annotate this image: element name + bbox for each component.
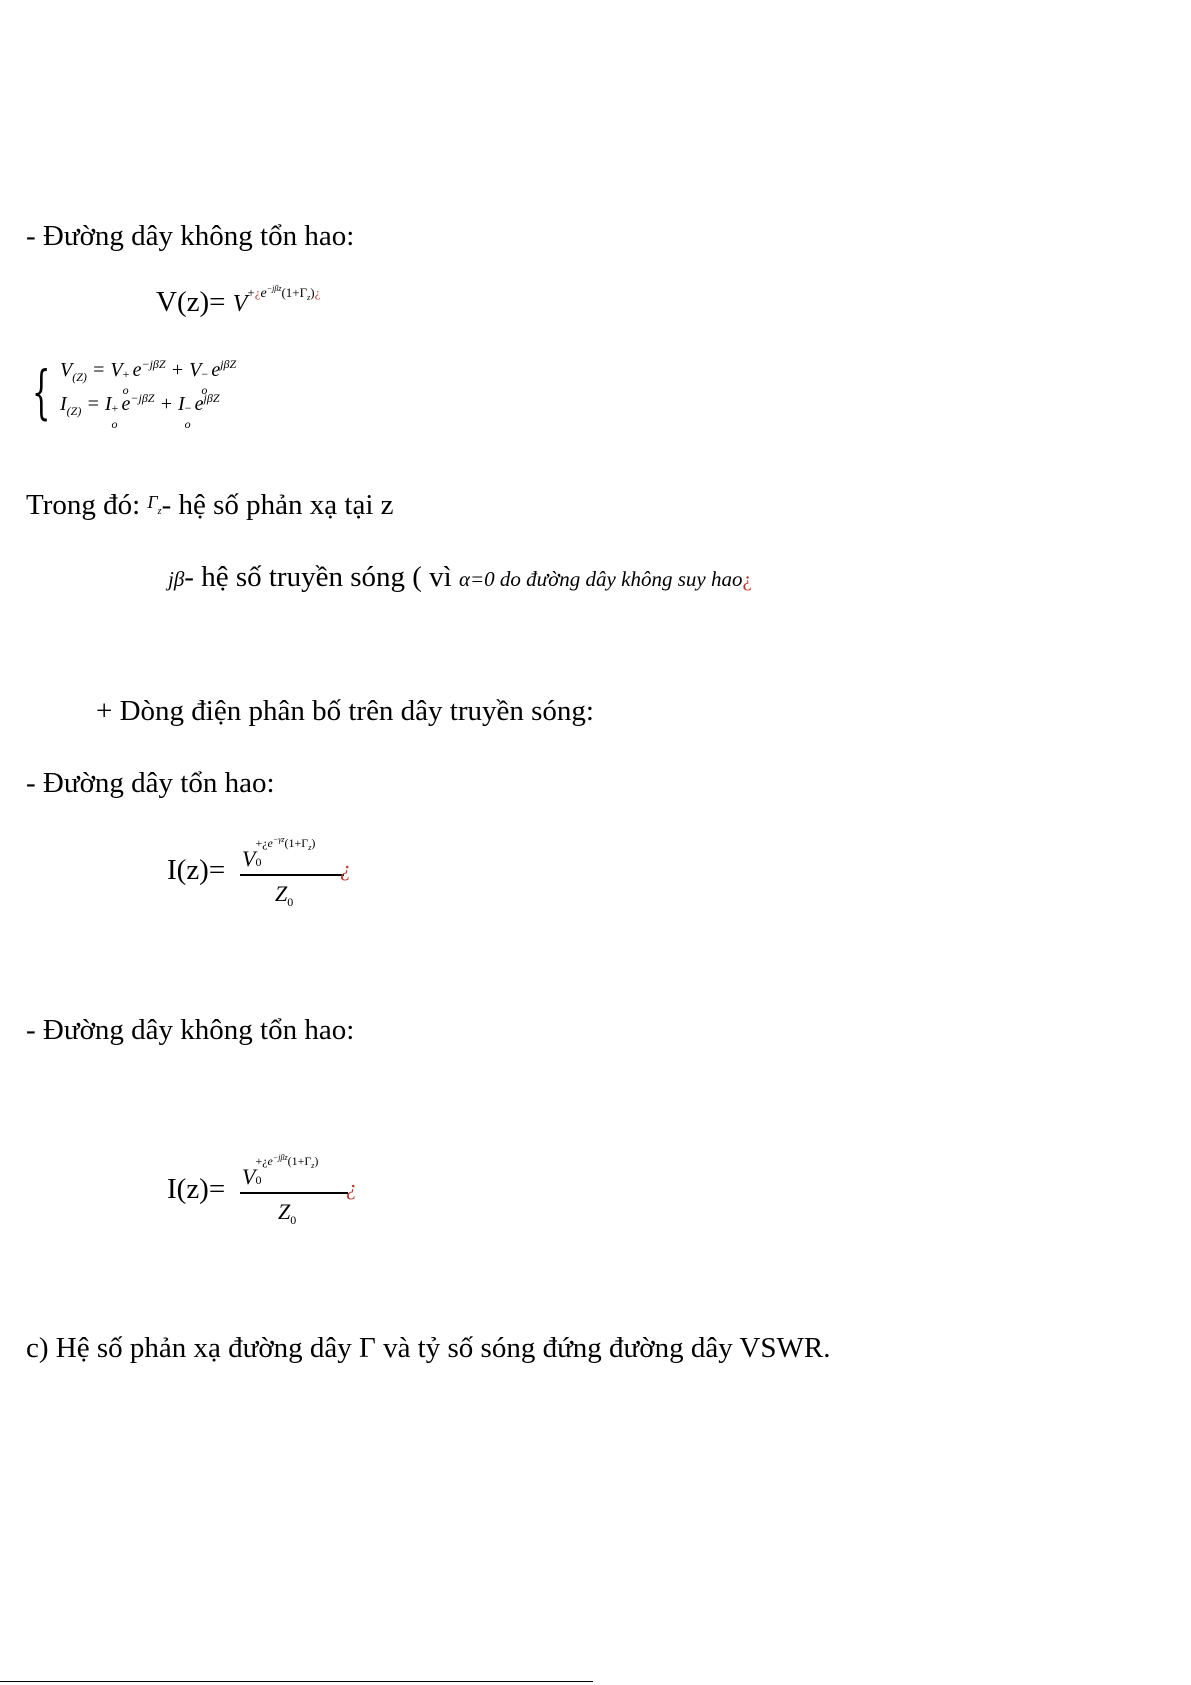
- iz-lossless-denominator: $Z_0$: [278, 1199, 297, 1227]
- heading-lossless-1: - Đường dây không tổn hao:: [26, 220, 355, 252]
- jbeta-line: jβ- hệ số truyền sóng ( vì α=0 do đường dây không suy hao¿: [168, 561, 752, 593]
- vz-equation: [156, 284, 321, 318]
- heading-lossy: - Đường dây tổn hao:: [26, 767, 275, 799]
- current-heading: + Dòng điện phân bố trên dây truyền sóng:: [96, 695, 594, 727]
- left-brace: {: [32, 358, 51, 426]
- jbeta-symbol: jβ: [168, 567, 185, 591]
- heading-lossless-2: - Đường dây không tổn hao:: [26, 1014, 355, 1046]
- vz-label: V(z)=: [156, 286, 226, 318]
- iz-lossy-fraction: [240, 835, 350, 910]
- footnote-rule: [0, 1681, 593, 1682]
- system-i-line: $I_{(Z)} = I$ + o $e^{-j\beta Z} + I$ − o $e^{j\beta Z}$: [60, 391, 220, 431]
- iz-lossy-numerator: V $+¿e^{-\gamma z}(1+\Gamma_z)$ 0: [242, 835, 316, 871]
- iz-lossless-mark: ¿: [346, 1175, 357, 1200]
- iz-lossy-denominator: $Z_0$: [275, 881, 294, 909]
- system-v-line: $V_{(Z)} = V$ + o $e^{-j\beta Z} + V$ − o $e^{j\beta Z}$: [60, 357, 237, 397]
- iz-lossy-label: I(z)=: [167, 854, 226, 886]
- section-c-heading: c) Hệ số phản xạ đường dây Γ và tỷ số sóng đứng đường dây VSWR.: [26, 1332, 831, 1364]
- vz-superscript: +¿e−jβz(1+Γz)¿: [247, 284, 321, 302]
- alpha-note: α=0 do đường dây không suy hao: [458, 567, 743, 591]
- iz-lossless-numerator: V $+¿e^{-j\beta z}(1+\Gamma_z)$ 0: [242, 1153, 319, 1189]
- iz-lossless-fraction: [240, 1153, 355, 1228]
- iz-lossy-mark: ¿: [340, 856, 351, 881]
- iz-lossless-label: I(z)=: [167, 1173, 226, 1205]
- vz-base: V: [232, 291, 248, 317]
- gamma-symbol: Γ: [147, 492, 158, 512]
- iz-lossless-fraction-bar: [240, 1192, 348, 1194]
- iz-lossy-fraction-bar: [240, 874, 344, 876]
- where-gamma-line: Trong đó: $^\Gamma$z- hệ số phản xạ tại z: [26, 489, 394, 521]
